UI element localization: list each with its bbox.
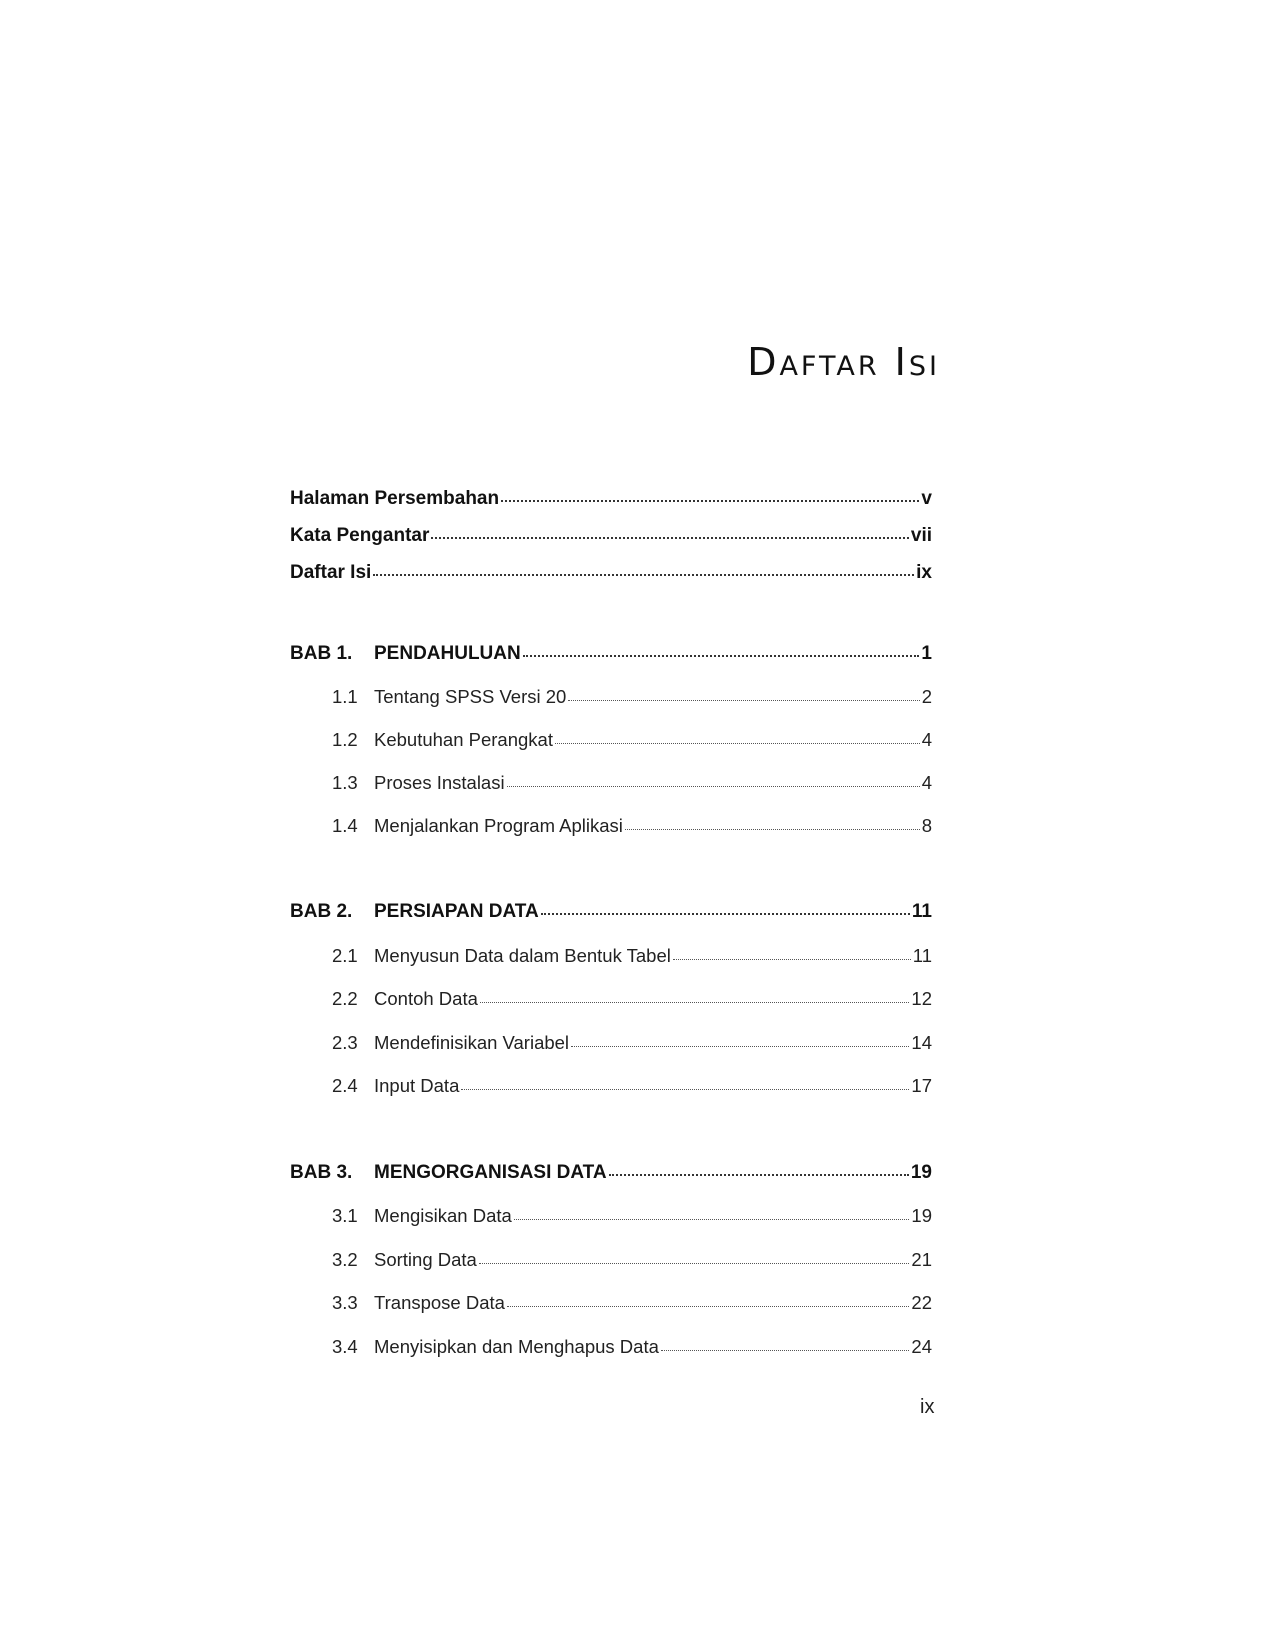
section-number: 2.3 — [332, 1032, 358, 1053]
toc-entry-label: Halaman Persembahan — [290, 488, 500, 509]
toc-section[interactable] — [290, 729, 932, 751]
section-title: Menyisipkan dan Menghapus Data — [374, 1336, 659, 1357]
toc-section[interactable] — [290, 1292, 932, 1314]
toc-entry-front[interactable] — [290, 525, 932, 547]
section-number: 3.4 — [332, 1336, 358, 1357]
toc-entry-page: 8 — [921, 815, 932, 836]
section-number: 1.2 — [332, 729, 358, 750]
section-number: 2.1 — [332, 945, 358, 966]
toc-entry-page: 11 — [912, 945, 932, 966]
chapter-number: BAB 1. — [290, 643, 353, 664]
toc-entry-page: vii — [910, 525, 932, 546]
toc-section[interactable] — [290, 988, 932, 1010]
toc-entry-page: 24 — [911, 1336, 932, 1357]
toc-section[interactable] — [290, 945, 932, 967]
dot-leader — [479, 1262, 910, 1264]
toc-entry-label: Daftar Isi — [290, 562, 372, 583]
toc-entry-page: 19 — [910, 1162, 932, 1183]
toc-entry-page: ix — [916, 562, 932, 583]
toc-section[interactable] — [290, 1075, 932, 1097]
dot-leader — [571, 1045, 909, 1047]
toc-entry-front[interactable] — [290, 488, 932, 510]
section-title: Transpose Data — [374, 1292, 505, 1313]
chapter-number: BAB 3. — [290, 1162, 353, 1183]
toc-entry-page: 11 — [911, 901, 932, 922]
toc-section[interactable] — [290, 1205, 932, 1227]
section-title: Input Data — [374, 1075, 460, 1096]
chapter-title: PENDAHULUAN — [374, 643, 521, 664]
dot-leader — [514, 1218, 910, 1220]
chapter-title: MENGORGANISASI DATA — [374, 1162, 607, 1183]
dot-leader — [568, 699, 919, 701]
toc-entry-label: Kata Pengantar — [290, 525, 430, 546]
toc-entry-page: 4 — [921, 772, 932, 793]
dot-leader — [501, 499, 919, 502]
section-number: 3.3 — [332, 1292, 358, 1313]
page-title: Daftar Isi — [747, 340, 940, 385]
dot-leader — [555, 742, 920, 744]
section-title: Proses Instalasi — [374, 772, 505, 793]
dot-leader — [673, 958, 911, 960]
dot-leader — [461, 1088, 909, 1090]
section-title: Sorting Data — [374, 1249, 477, 1270]
dot-leader — [661, 1349, 910, 1351]
dot-leader — [625, 828, 920, 830]
toc-entry-page: 4 — [921, 729, 932, 750]
section-number: 1.1 — [332, 686, 358, 707]
section-title: Menyusun Data dalam Bentuk Tabel — [374, 945, 671, 966]
toc-chapter[interactable] — [290, 1162, 932, 1184]
page-number: ix — [920, 1396, 935, 1418]
toc-entry-page: 2 — [921, 686, 932, 707]
section-number: 3.1 — [332, 1205, 358, 1226]
section-title: Contoh Data — [374, 988, 478, 1009]
toc-entry-page: 17 — [911, 1075, 932, 1096]
section-number: 1.3 — [332, 772, 358, 793]
dot-leader — [523, 654, 920, 657]
section-title: Tentang SPSS Versi 20 — [374, 686, 567, 707]
toc-section[interactable] — [290, 815, 932, 837]
toc-section[interactable] — [290, 686, 932, 708]
toc-entry-page: 14 — [911, 1032, 932, 1053]
section-title: Mendefinisikan Variabel — [374, 1032, 570, 1053]
section-number: 1.4 — [332, 815, 358, 836]
dot-leader — [541, 912, 910, 915]
toc-entry-page: v — [921, 488, 932, 509]
section-number: 3.2 — [332, 1249, 358, 1270]
toc-section[interactable] — [290, 1249, 932, 1271]
dot-leader — [480, 1001, 910, 1003]
toc-section[interactable] — [290, 1336, 932, 1358]
toc-section[interactable] — [290, 1032, 932, 1054]
toc-chapter[interactable] — [290, 901, 932, 923]
toc-entry-page: 22 — [911, 1292, 932, 1313]
toc-entry-front[interactable] — [290, 562, 932, 584]
chapter-title: PERSIAPAN DATA — [374, 901, 539, 922]
section-number: 2.4 — [332, 1075, 358, 1096]
section-title: Menjalankan Program Aplikasi — [374, 815, 623, 836]
section-title: Kebutuhan Perangkat — [374, 729, 553, 750]
dot-leader — [373, 573, 914, 576]
dot-leader — [609, 1173, 909, 1176]
chapter-number: BAB 2. — [290, 901, 353, 922]
toc-chapter[interactable] — [290, 643, 932, 665]
toc-entry-page: 21 — [911, 1249, 932, 1270]
section-number: 2.2 — [332, 988, 358, 1009]
toc-entry-page: 1 — [921, 643, 932, 664]
dot-leader — [507, 785, 920, 787]
dot-leader — [507, 1305, 909, 1307]
dot-leader — [431, 536, 909, 539]
toc-entry-page: 12 — [911, 988, 932, 1009]
section-title: Mengisikan Data — [374, 1205, 512, 1226]
toc-entry-page: 19 — [911, 1205, 932, 1226]
toc-section[interactable] — [290, 772, 932, 794]
